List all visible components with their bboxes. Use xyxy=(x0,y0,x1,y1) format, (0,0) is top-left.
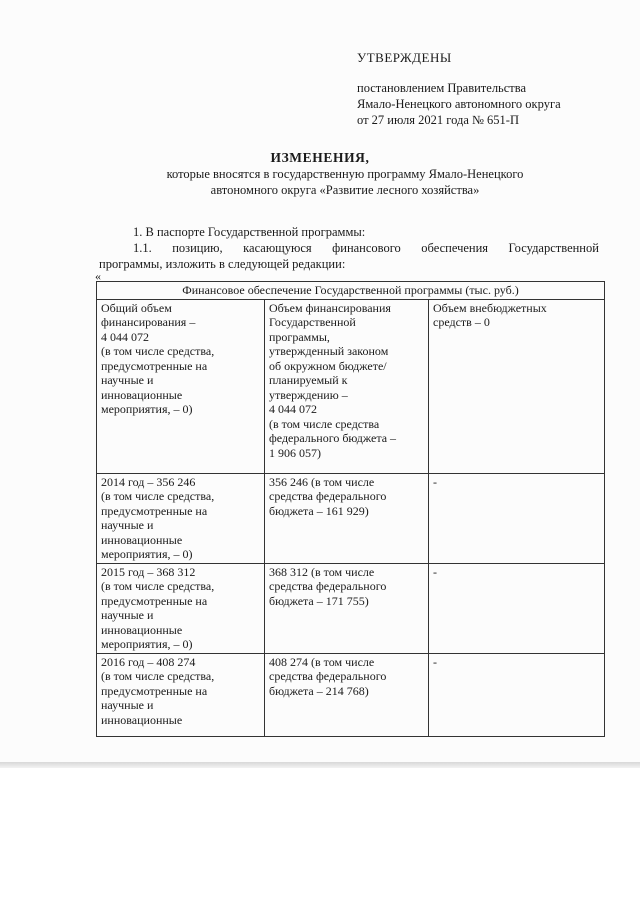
cell-line: мероприятия, – 0) xyxy=(101,637,193,651)
total-funding-cell xyxy=(97,653,265,736)
cell-line: 4 044 072 xyxy=(269,402,317,416)
cell-line: программы, xyxy=(269,329,330,344)
cell-line: инновационные xyxy=(101,387,183,402)
table-row xyxy=(97,563,605,653)
cell-line: инновационные xyxy=(101,622,183,637)
cell-line: 4 044 072 xyxy=(101,329,149,344)
cell-line: 408 274 (в том числе xyxy=(269,654,375,669)
cell-line: 2016 год – 408 274 xyxy=(101,654,196,669)
cell-line: (в том числе средства xyxy=(269,416,380,431)
cell-line: научные и xyxy=(101,698,154,712)
cell-line: Объем финансирования xyxy=(269,300,391,315)
cell-line: средства федерального xyxy=(269,669,387,683)
cell-line: планируемый к xyxy=(269,373,348,387)
cell-line: бюджета – 161 929) xyxy=(269,503,369,518)
word: 1.1. xyxy=(133,241,152,255)
paragraph-item-1: 1. В паспорте Государственной программы: xyxy=(133,225,366,239)
extrabudgetary-cell xyxy=(429,653,605,736)
cell-line: предусмотренные на xyxy=(101,593,208,608)
cell-line: 356 246 (в том числе xyxy=(269,474,375,489)
opening-quote-mark: « xyxy=(95,269,101,283)
program-funding-cell xyxy=(265,299,429,473)
cell-line: Государственной xyxy=(269,315,356,329)
program-funding-cell xyxy=(265,563,429,653)
cell-line: предусмотренные на xyxy=(101,503,208,518)
cell-line: бюджета – 214 768) xyxy=(269,683,369,698)
cell-line: инновационные xyxy=(101,712,183,727)
extrabudgetary-cell xyxy=(429,563,605,653)
cell-line: 2014 год – 356 246 xyxy=(101,474,196,489)
total-funding-cell xyxy=(97,299,265,473)
cell-line: мероприятия, – 0) xyxy=(101,402,193,416)
cell-line: 1 906 057) xyxy=(269,445,321,460)
cell-line: мероприятия, – 0) xyxy=(101,547,193,561)
cell-line: утверждению – xyxy=(269,387,348,402)
program-funding-cell xyxy=(265,473,429,563)
cell-line: - xyxy=(433,564,437,579)
cell-line: средства федерального xyxy=(269,489,387,503)
cell-line: федерального бюджета – xyxy=(269,431,397,445)
table-caption: Финансовое обеспечение Государственной программы (тыс. руб.) xyxy=(97,282,605,300)
word: позицию, xyxy=(172,241,223,255)
decree-line: от 27 июля 2021 года № 651-П xyxy=(357,113,519,127)
word: финансового xyxy=(332,241,401,255)
cell-line: научные и xyxy=(101,518,154,532)
subtitle-line: автономного округа «Развитие лесного хозяйства» xyxy=(210,182,480,197)
document-title: ИЗМЕНЕНИЯ, xyxy=(270,150,370,165)
table-caption-row xyxy=(97,282,605,300)
word: Государственной xyxy=(508,241,599,255)
cell-line: научные и xyxy=(101,373,154,387)
cell-line: (в том числе средства, xyxy=(101,489,215,503)
decree-line: постановлением Правительства xyxy=(357,81,527,95)
word: касающуюся xyxy=(243,241,312,255)
decree-reference xyxy=(357,80,617,128)
total-funding-cell xyxy=(97,473,265,563)
cell-line: средств – 0 xyxy=(433,315,490,329)
cell-line: инновационные xyxy=(101,532,183,547)
cell-line: об окружном бюджете/ xyxy=(269,358,387,373)
extrabudgetary-cell xyxy=(429,299,605,473)
cell-line: предусмотренные на xyxy=(101,358,208,373)
financing-table xyxy=(96,281,605,737)
cell-line: Объем внебюджетных xyxy=(433,300,547,315)
cell-line: (в том числе средства, xyxy=(101,344,215,358)
cell-line: - xyxy=(433,654,437,669)
table-body xyxy=(97,299,605,736)
subtitle-line: которые вносятся в государственную программу Ямало-Ненецкого xyxy=(166,167,524,181)
cell-line: финансирования – xyxy=(101,315,196,329)
extrabudgetary-cell xyxy=(429,473,605,563)
cell-line: бюджета – 171 755) xyxy=(269,593,369,608)
table-row xyxy=(97,653,605,736)
table-row xyxy=(97,299,605,473)
cell-line: - xyxy=(433,474,437,489)
total-funding-cell xyxy=(97,563,265,653)
table-row xyxy=(97,473,605,563)
paragraph-item-1-1 xyxy=(99,241,599,272)
word: обеспечения xyxy=(421,241,489,255)
program-funding-cell xyxy=(265,653,429,736)
justified-line xyxy=(99,241,599,257)
cell-line: (в том числе средства, xyxy=(101,669,215,683)
cell-line: 368 312 (в том числе xyxy=(269,564,375,579)
cell-line: предусмотренные на xyxy=(101,683,208,698)
cell-line: утвержденный законом xyxy=(269,344,389,358)
approved-heading: УТВЕРЖДЕНЫ xyxy=(357,50,452,65)
document-subtitle xyxy=(95,167,595,198)
decree-line: Ямало-Ненецкого автономного округа xyxy=(357,97,561,111)
cell-line: Общий объем xyxy=(101,300,172,315)
cell-line: (в том числе средства, xyxy=(101,579,215,593)
cell-line: 2015 год – 368 312 xyxy=(101,564,196,579)
cell-line: научные и xyxy=(101,608,154,622)
cell-line: средства федерального xyxy=(269,579,387,593)
paragraph-line: программы, изложить в следующей редакции: xyxy=(99,256,346,271)
page-bottom-edge xyxy=(0,762,640,768)
